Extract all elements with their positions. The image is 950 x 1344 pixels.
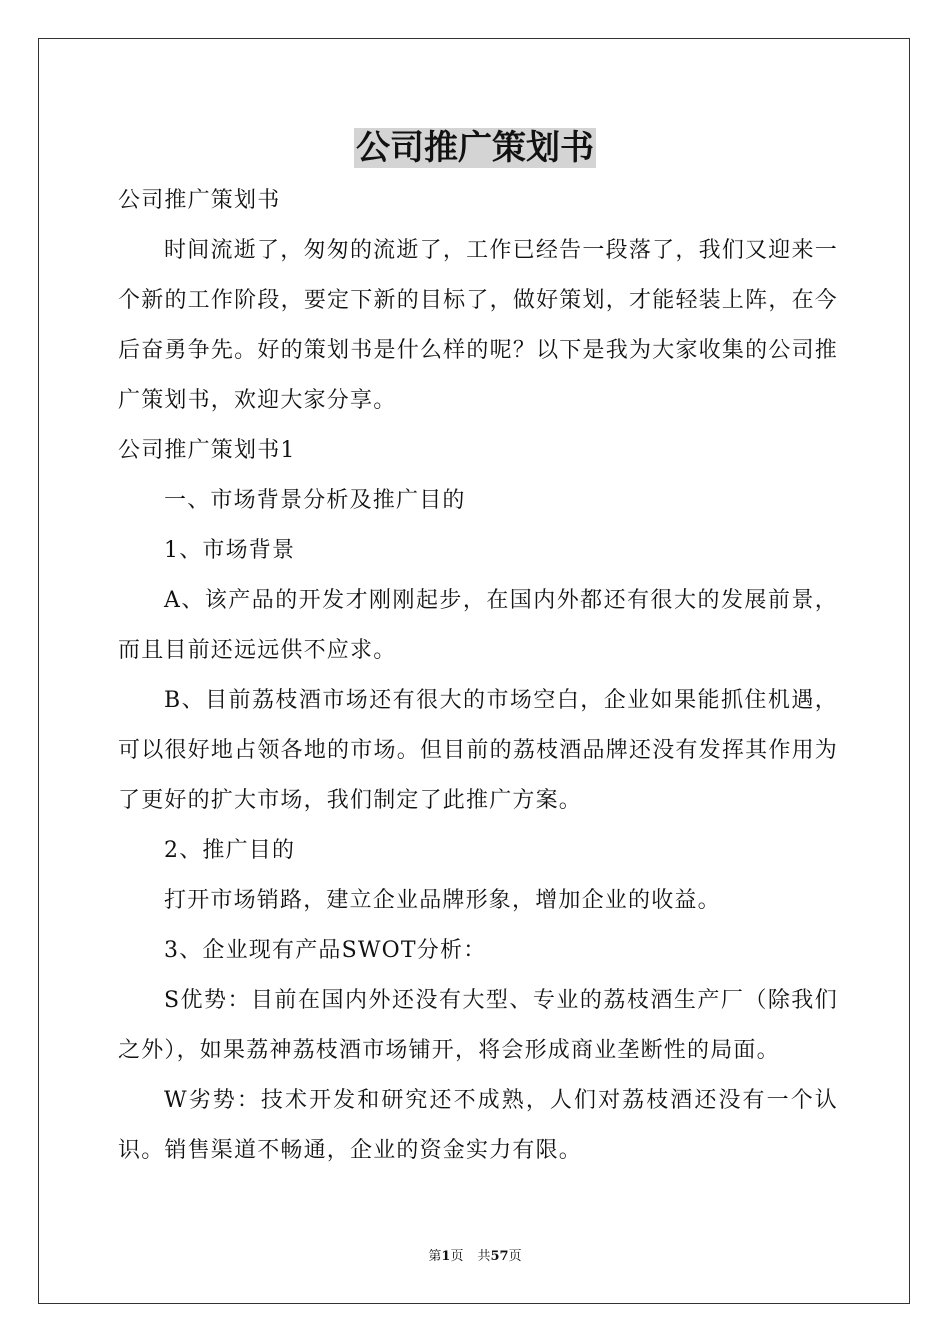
total-pages: 57 [490,1249,509,1264]
body-paragraph: B、目前荔枝酒市场还有很大的市场空白，企业如果能抓住机遇，可以很好地占领各地的市场。但目前的荔枝酒品牌还没有发挥其作用为了更好的扩大市场，我们制定了此推广方案。 [118,688,838,813]
document-title-text: 公司推广策划书 [356,128,594,168]
body-paragraph: 打开市场销路，建立企业品牌形象，增加企业的收益。 [164,888,721,913]
section-heading: 公司推广策划书1 [118,438,296,463]
body-paragraph: S优势：目前在国内外还没有大型、专业的荔枝酒生产厂（除我们之外），如果荔神荔枝酒市场铺开，将会形成商业垄断性的局面。 [118,988,838,1063]
total-pages-indicator: 共57页 [477,1249,522,1264]
intro-paragraph: 时间流逝了，匆匆的流逝了，工作已经告一段落了，我们又迎来一个新的工作阶段，要定下新的目标了，做好策划，才能轻装上阵，在今后奋勇争先。好的策划书是什么样的呢？以下是我为大家收集的公司推广策划书，欢迎大家分享。 [118,238,838,413]
subsection-heading: 2、推广目的 [164,838,296,863]
document-title [0,128,950,168]
page-indicator: 第1页 [428,1249,464,1264]
subtitle-paragraph: 公司推广策划书 [118,188,281,213]
body-paragraph: W劣势：技术开发和研究还不成熟，人们对荔枝酒还没有一个认识。销售渠道不畅通，企业的资金实力有限。 [118,1088,838,1163]
page-number: 1 [441,1249,451,1264]
chapter-heading: 一、市场背景分析及推广目的 [164,488,466,513]
subsection-heading: 1、市场背景 [164,538,296,563]
page-footer [0,1248,950,1266]
body-paragraph: A、该产品的开发才刚刚起步，在国内外都还有很大的发展前景，而且目前还远远供不应求。 [118,588,838,663]
subsection-heading: 3、企业现有产品SWOT分析： [164,938,487,963]
document-body [118,176,838,1176]
